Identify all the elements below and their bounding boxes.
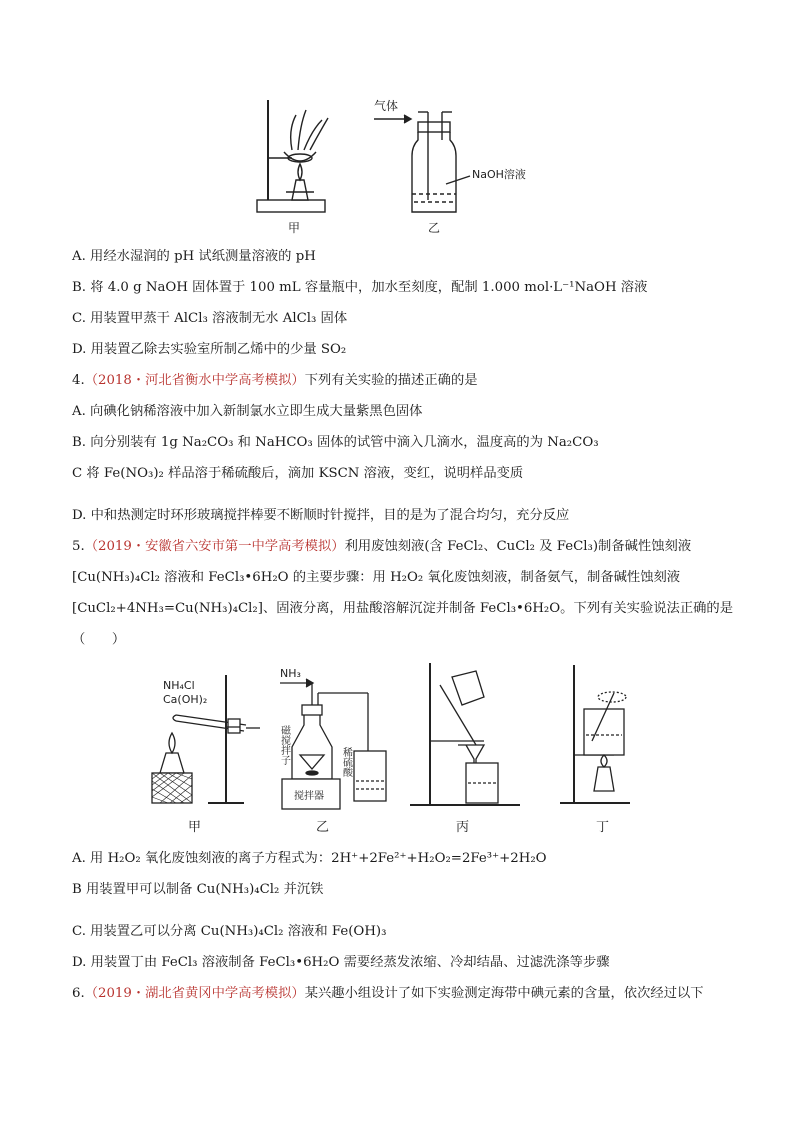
figure-q5-label-jia: 甲	[188, 820, 202, 835]
q3-option-b: B. 将 4.0 g NaOH 固体置于 100 mL 容量瓶中，加水至刻度，配制 1.000 mol·L⁻¹NaOH 溶液	[72, 280, 648, 295]
q4-option-c: C 将 Fe(NO₃)₂ 样品溶于稀硫酸后，滴加 KSCN 溶液，变红，说明样品变质	[72, 466, 524, 481]
apparatus-bing-filtration	[410, 663, 520, 805]
apparatus-yi-wash-bottle	[374, 112, 470, 212]
apparatus-ding-evaporation	[560, 665, 630, 803]
q3-option-c: C. 用装置甲蒸干 AlCl₃ 溶液制无水 AlCl₃ 固体	[72, 311, 348, 326]
q5-stem-text-1: 利用废蚀刻液(含 FeCl₂、CuCl₂ 及 FeCl₃)制备碱性蚀刻液	[344, 539, 692, 554]
gas-label: 气体	[374, 99, 399, 113]
q6-stem-text: 某兴趣小组设计了如下实验测定海带中碘元素的含量，依次经过以下	[304, 986, 704, 1001]
apparatus-jia-evaporation	[257, 100, 328, 212]
q4-option-d: D. 中和热测定时环形玻璃搅拌棒要不断顺时针搅拌，目的是为了混合均匀，充分反应	[72, 508, 570, 523]
q5-stem-line-2: [Cu(NH₃)₄Cl₂ 溶液和 FeCl₃•6H₂O 的主要步骤：用 H₂O₂ 氧化废蚀刻液，制备氨气，制备碱性蚀刻液	[72, 570, 681, 585]
q6-source: （2019・湖北省黄冈中学高考模拟）	[84, 986, 305, 1001]
q6-number: 6.	[72, 986, 85, 1001]
naoh-solution-label: NaOH溶液	[472, 168, 526, 181]
figure-top	[0, 0, 794, 240]
figure-label-yi: 乙	[428, 221, 441, 235]
q4-option-b: B. 向分别装有 1g Na₂CO₃ 和 NaHCO₃ 固体的试管中滴入几滴水，温度高的为 Na₂CO₃	[72, 435, 599, 450]
apparatus-yi-stirring-flask	[280, 679, 386, 809]
q5-stem-line-1	[72, 538, 691, 556]
stir-bar-label: 磁搅拌子	[278, 725, 290, 765]
figure-q5-label-ding: 丁	[596, 820, 610, 835]
q5-stem-line-4: （ ）	[72, 632, 126, 647]
q5-option-a: A. 用 H₂O₂ 氧化废蚀刻液的离子方程式为：2H⁺+2Fe²⁺+H₂O₂=2Fe³⁺+2H₂O	[72, 851, 547, 866]
nh3-label: NH₃	[280, 667, 301, 680]
figure-q5-label-yi: 乙	[316, 820, 330, 835]
q4-stem	[72, 372, 478, 390]
figure-q5-label-bing: 丙	[456, 820, 470, 835]
q5-number: 5.	[72, 539, 85, 554]
acid-label: 稀硫酸	[340, 747, 352, 777]
q4-source: （2018・河北省衡水中学高考模拟）	[84, 373, 305, 388]
q5-option-d: D. 用装置丁由 FeCl₃ 溶液制备 FeCl₃•6H₂O 需要经蒸发浓缩、冷却结晶、过滤洗涤等步骤	[72, 955, 610, 970]
q5-option-c: C. 用装置乙可以分离 Cu(NH₃)₄Cl₂ 溶液和 Fe(OH)₃	[72, 924, 387, 939]
figure-label-jia: 甲	[288, 221, 301, 235]
q5-stem-line-3: [CuCl₂+4NH₃=Cu(NH₃)₄Cl₂]、固液分离，用盐酸溶解沉淀并制备 FeCl₃•6H₂O。下列有关实验说法正确的是	[72, 601, 734, 616]
q6-stem	[72, 985, 704, 1003]
q5-source: （2019・安徽省六安市第一中学高考模拟）	[84, 539, 345, 554]
reagent-caoh2: Ca(OH)₂	[163, 693, 208, 706]
q4-option-a: A. 向碘化钠稀溶液中加入新制氯水立即生成大量紫黑色固体	[72, 404, 423, 419]
reagent-nh4cl: NH₄Cl	[163, 679, 195, 692]
q5-option-b: B 用装置甲可以制备 Cu(NH₃)₄Cl₂ 并沉铁	[72, 882, 324, 897]
q4-stem-text: 下列有关实验的描述正确的是	[304, 373, 478, 388]
figure-q5	[0, 655, 794, 855]
q3-option-d: D. 用装置乙除去实验室所制乙烯中的少量 SO₂	[72, 342, 347, 357]
q3-option-a: A. 用经水湿润的 pH 试纸测量溶液的 pH	[72, 249, 316, 264]
stirrer-label: 搅拌器	[294, 791, 324, 802]
q4-number: 4.	[72, 373, 85, 388]
